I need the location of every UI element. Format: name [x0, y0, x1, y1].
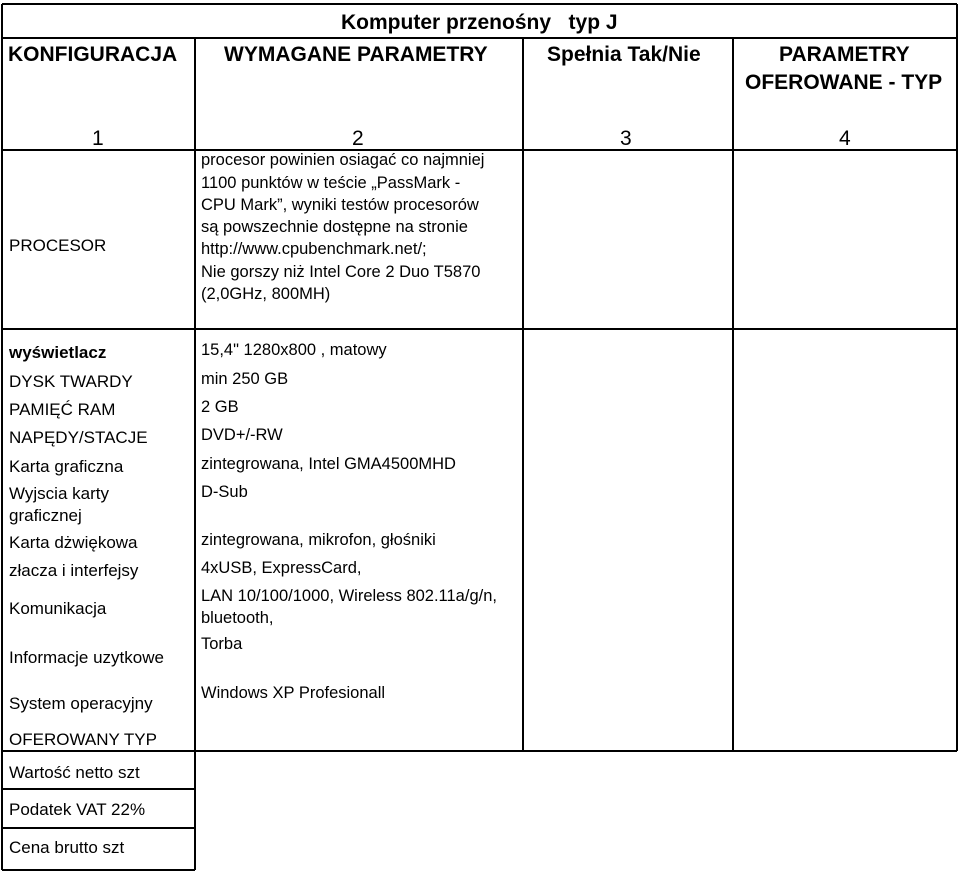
row-label-dysk: DYSK TWARDY	[9, 372, 133, 391]
row-value-wyswietlacz: 15,4" 1280x800 , matowy	[201, 341, 387, 359]
row-value-karta-graficzna: zintegrowana, Intel GMA4500MHD	[201, 455, 456, 473]
column-number-1: 1	[92, 127, 104, 150]
procesor-line: CPU Mark”, wyniki testów procesorów	[201, 196, 479, 214]
row-label-wyjscia-line1: Wyjscia karty	[9, 484, 109, 503]
row-value-komunikacja-line1: LAN 10/100/1000, Wireless 802.11a/g/n,	[201, 587, 497, 605]
header-wymagane-parametry: WYMAGANE PARAMETRY	[224, 43, 488, 66]
procesor-line: Nie gorszy niż Intel Core 2 Duo T5870	[201, 263, 481, 281]
podatek-vat-label: Podatek VAT 22%	[9, 800, 146, 819]
procesor-line: http://www.cpubenchmark.net/;	[201, 240, 427, 258]
row-label-komunikacja: Komunikacja	[9, 599, 107, 618]
row-label-wyswietlacz: wyświetlacz	[9, 343, 107, 362]
row-label-ram: PAMIĘĆ RAM	[9, 400, 116, 419]
procesor-line: są powszechnie dostępne na stronie	[201, 218, 468, 236]
row-value-komunikacja-line2: bluetooth,	[201, 609, 274, 627]
column-number-2: 2	[352, 127, 364, 150]
row-label-karta-graficzna: Karta graficzna	[9, 457, 124, 476]
row-label-wyjscia-line2: graficznej	[9, 506, 82, 525]
header-oferowane-line2: OFEROWANE - TYP	[745, 71, 943, 94]
cena-brutto-label: Cena brutto szt	[9, 838, 125, 857]
page-title: Komputer przenośny typ J	[341, 11, 618, 34]
header-spelnia: Spełnia Tak/Nie	[547, 43, 701, 66]
oferowany-typ-label: OFEROWANY TYP	[9, 730, 157, 749]
row-value-wyjscia: D-Sub	[201, 483, 248, 501]
procesor-label: PROCESOR	[9, 236, 107, 255]
wartosc-netto-label: Wartość netto szt	[9, 763, 140, 782]
header-konfiguracja: KONFIGURACJA	[8, 43, 178, 66]
row-label-napedy: NAPĘDY/STACJE	[9, 428, 148, 447]
row-label-zlacza: złacza i interfejsy	[9, 561, 139, 580]
procesor-line: procesor powinien osiagać co najmniej	[201, 151, 485, 169]
column-number-3: 3	[620, 127, 632, 150]
row-value-system: Windows XP Profesionall	[201, 684, 386, 702]
row-label-informacje: Informacje uzytkowe	[9, 648, 164, 667]
row-label-karta-dzwiekowa: Karta dżwiękowa	[9, 533, 138, 552]
row-value-karta-dzwiekowa: zintegrowana, mikrofon, głośniki	[201, 531, 436, 549]
header-oferowane-line1: PARAMETRY	[779, 43, 910, 66]
row-value-dysk: min 250 GB	[201, 370, 289, 388]
column-number-4: 4	[839, 127, 851, 150]
row-value-napedy: DVD+/-RW	[201, 426, 283, 444]
procesor-line: 1100 punktów w teście „PassMark -	[201, 174, 461, 192]
row-value-ram: 2 GB	[201, 398, 239, 416]
row-value-zlacza: 4xUSB, ExpressCard,	[201, 559, 362, 577]
row-label-system: System operacyjny	[9, 694, 153, 713]
procesor-line: (2,0GHz, 800MH)	[201, 285, 331, 303]
row-value-informacje: Torba	[201, 635, 243, 653]
